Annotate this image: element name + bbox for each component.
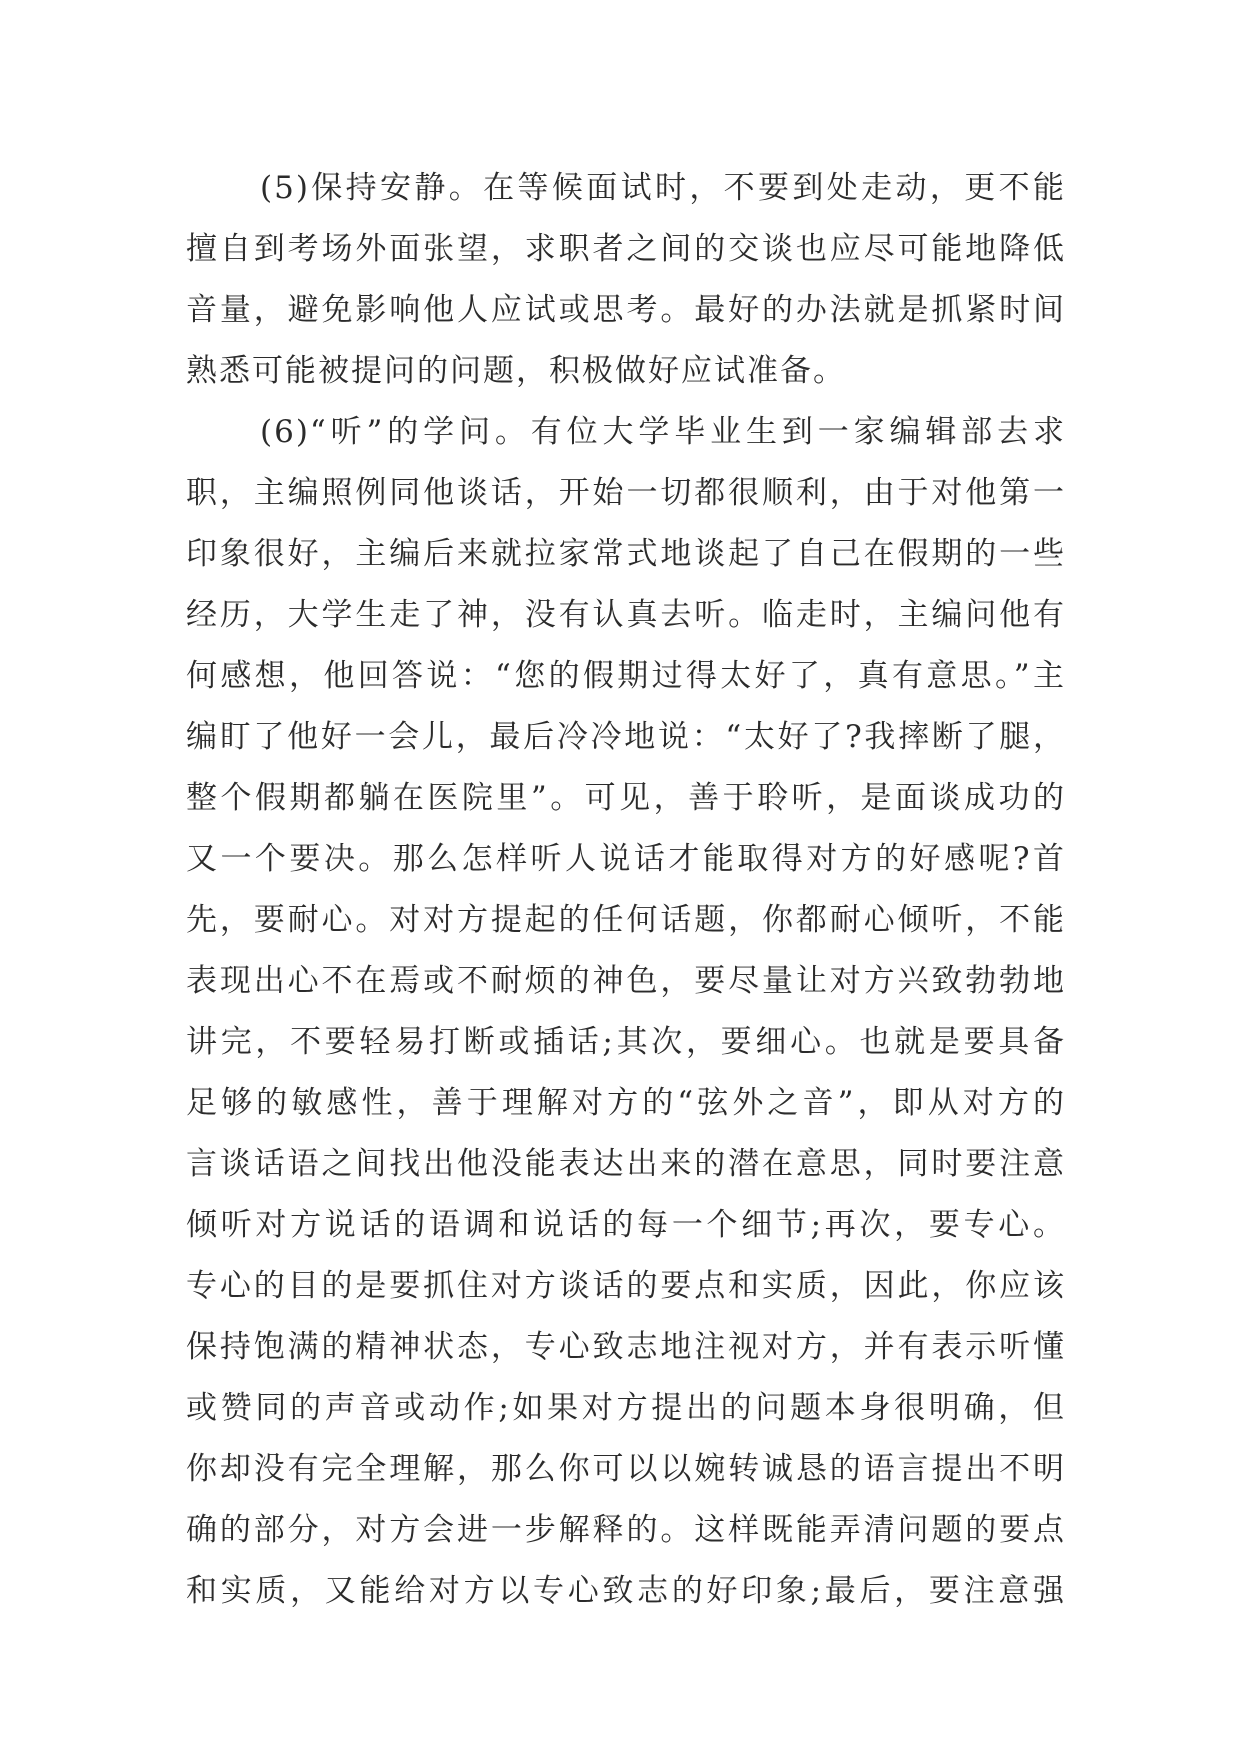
text-line: 倾听对方说话的语调和说话的每一个细节;再次，要专心。 — [186, 1207, 1066, 1243]
document-body — [186, 158, 1066, 1622]
text-line: 编盯了他好一会儿，最后冷冷地说：“太好了?我摔断了腿， — [186, 719, 1066, 755]
text-line: (5)保持安静。在等候面试时，不要到处走动，更不能 — [260, 170, 1066, 206]
text-line: 表现出心不在焉或不耐烦的神色，要尽量让对方兴致勃勃地 — [186, 963, 1066, 999]
paragraph-6-listening — [186, 402, 1066, 1622]
text-line: 专心的目的是要抓住对方谈话的要点和实质，因此，你应该 — [186, 1268, 1066, 1304]
text-line: 足够的敏感性，善于理解对方的“弦外之音”，即从对方的 — [186, 1085, 1066, 1121]
text-line: 和实质，又能给对方以专心致志的好印象;最后，要注意强 — [186, 1573, 1066, 1609]
text-line: 或赞同的声音或动作;如果对方提出的问题本身很明确，但 — [186, 1390, 1066, 1426]
text-line: 言谈话语之间找出他没能表达出来的潜在意思，同时要注意 — [186, 1146, 1066, 1182]
text-line: 确的部分，对方会进一步解释的。这样既能弄清问题的要点 — [186, 1512, 1066, 1548]
text-line: 又一个要决。那么怎样听人说话才能取得对方的好感呢?首 — [186, 841, 1066, 877]
text-line: 经历，大学生走了神，没有认真去听。临走时，主编问他有 — [186, 597, 1066, 633]
text-line: 讲完，不要轻易打断或插话;其次，要细心。也就是要具备 — [186, 1024, 1066, 1060]
text-line: 擅自到考场外面张望，求职者之间的交谈也应尽可能地降低 — [186, 231, 1066, 267]
text-line: 保持饱满的精神状态，专心致志地注视对方，并有表示听懂 — [186, 1329, 1066, 1365]
text-line: 整个假期都躺在医院里”。可见，善于聆听，是面谈成功的 — [186, 780, 1066, 816]
paragraph-5-keep-quiet — [186, 158, 1066, 402]
text-line: 熟悉可能被提问的问题，积极做好应试准备。 — [186, 353, 846, 389]
text-line: 音量，避免影响他人应试或思考。最好的办法就是抓紧时间 — [186, 292, 1066, 328]
text-line: 先，要耐心。对对方提起的任何话题，你都耐心倾听，不能 — [186, 902, 1066, 938]
text-line: 职，主编照例同他谈话，开始一切都很顺利，由于对他第一 — [186, 475, 1066, 511]
text-line: 你却没有完全理解，那么你可以以婉转诚恳的语言提出不明 — [186, 1451, 1066, 1487]
text-line: 印象很好，主编后来就拉家常式地谈起了自己在假期的一些 — [186, 536, 1066, 572]
text-line: (6)“听”的学问。有位大学毕业生到一家编辑部去求 — [260, 414, 1066, 450]
text-line: 何感想，他回答说：“您的假期过得太好了，真有意思。”主 — [186, 658, 1066, 694]
